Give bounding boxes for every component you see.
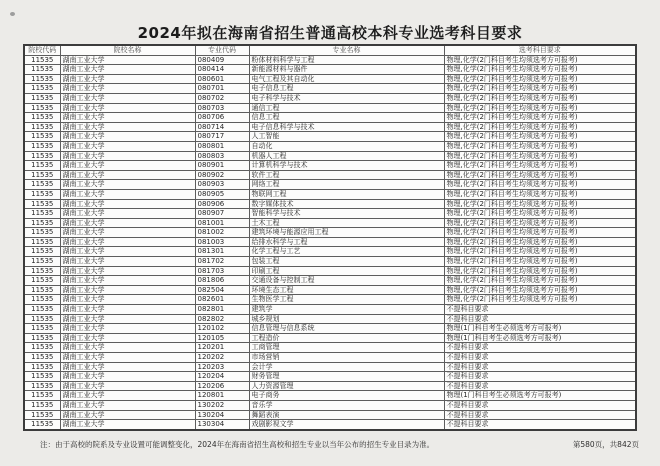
cell-major-name: 电气工程及其自动化	[249, 74, 444, 84]
page-title: 2024年拟在海南省招生普通高校本科专业选考科目要求	[137, 24, 523, 42]
table-row	[24, 55, 636, 65]
cell-college-name: 湖南工业大学	[60, 257, 195, 267]
cell-college-code: 11535	[24, 74, 60, 84]
cell-subject-requirement: 物理,化学(2门科目考生均须选考方可报考)	[444, 132, 636, 142]
table-row	[24, 161, 636, 171]
cell-subject-requirement: 物理,化学(2门科目考生均须选考方可报考)	[444, 276, 636, 286]
cell-major-code: 080703	[195, 103, 249, 113]
table-row	[24, 141, 636, 151]
cell-subject-requirement: 物理,化学(2门科目考生均须选考方可报考)	[444, 257, 636, 267]
cell-major-name: 工商管理	[249, 343, 444, 353]
table-header-row	[24, 45, 636, 55]
cell-college-name: 湖南工业大学	[60, 170, 195, 180]
cell-college-name: 湖南工业大学	[60, 247, 195, 257]
cell-college-name: 湖南工业大学	[60, 180, 195, 190]
header-college-name: 院校名称	[60, 45, 195, 55]
cell-college-code: 11535	[24, 141, 60, 151]
cell-subject-requirement: 不提科目要求	[444, 353, 636, 363]
cell-college-code: 11535	[24, 257, 60, 267]
cell-subject-requirement: 物理,化学(2门科目考生均须选考方可报考)	[444, 74, 636, 84]
table-row	[24, 343, 636, 353]
cell-college-name: 湖南工业大学	[60, 122, 195, 132]
cell-major-name: 舞蹈表演	[249, 410, 444, 420]
cell-college-name: 湖南工业大学	[60, 372, 195, 382]
cell-major-name: 建筑学	[249, 305, 444, 315]
cell-college-code: 11535	[24, 209, 60, 219]
cell-college-name: 湖南工业大学	[60, 189, 195, 199]
cell-major-code: 081702	[195, 257, 249, 267]
header-major-name: 专业名称	[249, 45, 444, 55]
cell-major-name: 智能科学与技术	[249, 209, 444, 219]
cell-subject-requirement: 物理,化学(2门科目考生均须选考方可报考)	[444, 237, 636, 247]
cell-subject-requirement: 物理,化学(2门科目考生均须选考方可报考)	[444, 295, 636, 305]
cell-major-code: 120105	[195, 333, 249, 343]
cell-major-name: 会计学	[249, 362, 444, 372]
cell-subject-requirement: 物理,化学(2门科目考生均须选考方可报考)	[444, 161, 636, 171]
cell-major-name: 信息工程	[249, 113, 444, 123]
cell-major-name: 物联网工程	[249, 189, 444, 199]
cell-college-code: 11535	[24, 305, 60, 315]
cell-major-code: 080409	[195, 55, 249, 65]
cell-major-code: 120801	[195, 391, 249, 401]
cell-major-code: 120206	[195, 381, 249, 391]
cell-subject-requirement: 物理(1门科目考生必须选考方可报考)	[444, 324, 636, 334]
cell-college-code: 11535	[24, 343, 60, 353]
cell-college-name: 湖南工业大学	[60, 362, 195, 372]
cell-college-code: 11535	[24, 103, 60, 113]
header-major-code: 专业代码	[195, 45, 249, 55]
cell-major-name: 包装工程	[249, 257, 444, 267]
cell-major-code: 080907	[195, 209, 249, 219]
table-row	[24, 122, 636, 132]
cell-subject-requirement: 物理,化学(2门科目考生均须选考方可报考)	[444, 285, 636, 295]
table-row	[24, 257, 636, 267]
cell-major-code: 082801	[195, 305, 249, 315]
cell-subject-requirement: 物理,化学(2门科目考生均须选考方可报考)	[444, 266, 636, 276]
cell-major-name: 音乐学	[249, 400, 444, 410]
cell-subject-requirement: 不提科目要求	[444, 420, 636, 430]
table-row	[24, 228, 636, 238]
cell-subject-requirement: 不提科目要求	[444, 372, 636, 382]
cell-college-code: 11535	[24, 285, 60, 295]
cell-subject-requirement: 物理,化学(2门科目考生均须选考方可报考)	[444, 228, 636, 238]
cell-major-code: 082802	[195, 314, 249, 324]
table-row	[24, 199, 636, 209]
cell-college-code: 11535	[24, 362, 60, 372]
cell-major-code: 081703	[195, 266, 249, 276]
table-row	[24, 113, 636, 123]
cell-subject-requirement: 不提科目要求	[444, 343, 636, 353]
table-row	[24, 276, 636, 286]
cell-college-name: 湖南工业大学	[60, 400, 195, 410]
cell-college-code: 11535	[24, 189, 60, 199]
cell-college-code: 11535	[24, 161, 60, 171]
cell-major-code: 081301	[195, 247, 249, 257]
cell-subject-requirement: 物理,化学(2门科目考生均须选考方可报考)	[444, 122, 636, 132]
cell-college-name: 湖南工业大学	[60, 65, 195, 75]
cell-college-code: 11535	[24, 266, 60, 276]
cell-college-name: 湖南工业大学	[60, 209, 195, 219]
cell-college-name: 湖南工业大学	[60, 84, 195, 94]
cell-major-code: 130202	[195, 400, 249, 410]
cell-subject-requirement: 物理,化学(2门科目考生均须选考方可报考)	[444, 103, 636, 113]
cell-college-name: 湖南工业大学	[60, 161, 195, 171]
cell-college-name: 湖南工业大学	[60, 132, 195, 142]
cell-major-code: 080717	[195, 132, 249, 142]
cell-major-name: 给排水科学与工程	[249, 237, 444, 247]
cell-major-name: 交通设备与控制工程	[249, 276, 444, 286]
cell-college-name: 湖南工业大学	[60, 391, 195, 401]
cell-college-code: 11535	[24, 218, 60, 228]
cell-major-code: 082504	[195, 285, 249, 295]
cell-major-name: 计算机科学与技术	[249, 161, 444, 171]
cell-college-code: 11535	[24, 372, 60, 382]
cell-college-name: 湖南工业大学	[60, 420, 195, 430]
cell-college-code: 11535	[24, 93, 60, 103]
cell-subject-requirement: 物理,化学(2门科目考生均须选考方可报考)	[444, 218, 636, 228]
cell-major-code: 080801	[195, 141, 249, 151]
cell-major-code: 080702	[195, 93, 249, 103]
cell-college-name: 湖南工业大学	[60, 285, 195, 295]
cell-major-code: 120203	[195, 362, 249, 372]
cell-major-name: 生物医学工程	[249, 295, 444, 305]
cell-college-name: 湖南工业大学	[60, 151, 195, 161]
cell-college-name: 湖南工业大学	[60, 103, 195, 113]
cell-college-name: 湖南工业大学	[60, 314, 195, 324]
cell-major-code: 080803	[195, 151, 249, 161]
cell-major-name: 数字媒体技术	[249, 199, 444, 209]
cell-college-code: 11535	[24, 400, 60, 410]
cell-college-code: 11535	[24, 391, 60, 401]
cell-college-name: 湖南工业大学	[60, 266, 195, 276]
cell-subject-requirement: 物理,化学(2门科目考生均须选考方可报考)	[444, 180, 636, 190]
cell-subject-requirement: 不提科目要求	[444, 305, 636, 315]
table-row	[24, 362, 636, 372]
cell-subject-requirement: 不提科目要求	[444, 400, 636, 410]
cell-major-code: 120204	[195, 372, 249, 382]
cell-college-code: 11535	[24, 180, 60, 190]
cell-college-code: 11535	[24, 65, 60, 75]
cell-major-name: 城乡规划	[249, 314, 444, 324]
cell-college-name: 湖南工业大学	[60, 276, 195, 286]
cell-college-name: 湖南工业大学	[60, 141, 195, 151]
cell-college-name: 湖南工业大学	[60, 55, 195, 65]
cell-subject-requirement: 物理,化学(2门科目考生均须选考方可报考)	[444, 55, 636, 65]
cell-major-code: 130204	[195, 410, 249, 420]
cell-major-code: 081002	[195, 228, 249, 238]
cell-subject-requirement: 物理,化学(2门科目考生均须选考方可报考)	[444, 84, 636, 94]
cell-college-code: 11535	[24, 199, 60, 209]
cell-major-name: 电子信息工程	[249, 84, 444, 94]
table-row	[24, 132, 636, 142]
cell-college-name: 湖南工业大学	[60, 113, 195, 123]
cell-major-code: 080901	[195, 161, 249, 171]
table-row	[24, 391, 636, 401]
cell-college-name: 湖南工业大学	[60, 305, 195, 315]
cell-major-name: 土木工程	[249, 218, 444, 228]
table-row	[24, 65, 636, 75]
cell-college-name: 湖南工业大学	[60, 199, 195, 209]
scan-artifact-speck	[10, 12, 15, 16]
cell-college-code: 11535	[24, 314, 60, 324]
cell-major-name: 化学工程与工艺	[249, 247, 444, 257]
cell-major-name: 新能源材料与器件	[249, 65, 444, 75]
cell-major-code: 080906	[195, 199, 249, 209]
cell-college-code: 11535	[24, 122, 60, 132]
table-row	[24, 420, 636, 430]
cell-college-code: 11535	[24, 151, 60, 161]
subject-requirements-table	[23, 44, 637, 431]
cell-college-name: 湖南工业大学	[60, 324, 195, 334]
cell-college-code: 11535	[24, 84, 60, 94]
cell-college-code: 11535	[24, 381, 60, 391]
cell-college-code: 11535	[24, 55, 60, 65]
table-row	[24, 353, 636, 363]
cell-subject-requirement: 不提科目要求	[444, 410, 636, 420]
table-row	[24, 237, 636, 247]
cell-major-name: 人力资源管理	[249, 381, 444, 391]
table-row	[24, 372, 636, 382]
table-row	[24, 247, 636, 257]
cell-subject-requirement: 物理,化学(2门科目考生均须选考方可报考)	[444, 247, 636, 257]
cell-major-name: 电子信息科学与技术	[249, 122, 444, 132]
cell-major-name: 财务管理	[249, 372, 444, 382]
cell-major-code: 080905	[195, 189, 249, 199]
header-college-code: 院校代码	[24, 45, 60, 55]
cell-college-code: 11535	[24, 333, 60, 343]
cell-subject-requirement: 物理(1门科目考生必须选考方可报考)	[444, 391, 636, 401]
table-row	[24, 333, 636, 343]
cell-college-name: 湖南工业大学	[60, 381, 195, 391]
cell-college-name: 湖南工业大学	[60, 295, 195, 305]
cell-major-name: 印刷工程	[249, 266, 444, 276]
cell-college-code: 11535	[24, 113, 60, 123]
cell-major-name: 建筑环境与能源应用工程	[249, 228, 444, 238]
cell-college-code: 11535	[24, 276, 60, 286]
cell-major-code: 081806	[195, 276, 249, 286]
table-row	[24, 209, 636, 219]
table-row	[24, 314, 636, 324]
table-row	[24, 295, 636, 305]
table-row	[24, 93, 636, 103]
table-row	[24, 189, 636, 199]
cell-major-code: 080414	[195, 65, 249, 75]
table-row	[24, 305, 636, 315]
cell-college-name: 湖南工业大学	[60, 343, 195, 353]
table-row	[24, 170, 636, 180]
cell-subject-requirement: 物理,化学(2门科目考生均须选考方可报考)	[444, 93, 636, 103]
page-indicator: 第580页，共842页	[572, 440, 639, 449]
cell-major-name: 通信工程	[249, 103, 444, 113]
table-row	[24, 151, 636, 161]
cell-subject-requirement: 物理,化学(2门科目考生均须选考方可报考)	[444, 65, 636, 75]
cell-subject-requirement: 不提科目要求	[444, 381, 636, 391]
header-subject-requirement: 选考科目要求	[444, 45, 636, 55]
cell-college-code: 11535	[24, 410, 60, 420]
table-row	[24, 266, 636, 276]
cell-college-name: 湖南工业大学	[60, 237, 195, 247]
cell-college-code: 11535	[24, 247, 60, 257]
cell-college-code: 11535	[24, 132, 60, 142]
cell-major-code: 080902	[195, 170, 249, 180]
cell-subject-requirement: 物理,化学(2门科目考生均须选考方可报考)	[444, 170, 636, 180]
table-row	[24, 84, 636, 94]
cell-major-code: 080903	[195, 180, 249, 190]
cell-subject-requirement: 物理,化学(2门科目考生均须选考方可报考)	[444, 113, 636, 123]
cell-subject-requirement: 物理,化学(2门科目考生均须选考方可报考)	[444, 209, 636, 219]
cell-major-name: 环境生态工程	[249, 285, 444, 295]
cell-major-name: 网络工程	[249, 180, 444, 190]
cell-major-code: 080706	[195, 113, 249, 123]
cell-major-code: 120201	[195, 343, 249, 353]
cell-subject-requirement: 不提科目要求	[444, 362, 636, 372]
table-body	[24, 55, 636, 430]
cell-major-code: 120102	[195, 324, 249, 334]
cell-college-name: 湖南工业大学	[60, 93, 195, 103]
cell-college-code: 11535	[24, 170, 60, 180]
cell-subject-requirement: 物理,化学(2门科目考生均须选考方可报考)	[444, 189, 636, 199]
cell-major-name: 信息管理与信息系统	[249, 324, 444, 334]
cell-major-code: 080701	[195, 84, 249, 94]
cell-major-code: 120202	[195, 353, 249, 363]
cell-major-code: 082601	[195, 295, 249, 305]
cell-major-name: 市场营销	[249, 353, 444, 363]
table-row	[24, 285, 636, 295]
cell-major-name: 电子科学与技术	[249, 93, 444, 103]
cell-major-name: 戏剧影视文学	[249, 420, 444, 430]
cell-major-name: 机器人工程	[249, 151, 444, 161]
cell-college-code: 11535	[24, 295, 60, 305]
table-row	[24, 324, 636, 334]
cell-major-code: 081003	[195, 237, 249, 247]
cell-college-name: 湖南工业大学	[60, 74, 195, 84]
cell-college-name: 湖南工业大学	[60, 333, 195, 343]
table-row	[24, 74, 636, 84]
cell-major-code: 081001	[195, 218, 249, 228]
cell-college-name: 湖南工业大学	[60, 410, 195, 420]
cell-college-name: 湖南工业大学	[60, 218, 195, 228]
cell-major-name: 工程造价	[249, 333, 444, 343]
cell-major-name: 粉体材料科学与工程	[249, 55, 444, 65]
table-row	[24, 180, 636, 190]
cell-college-name: 湖南工业大学	[60, 228, 195, 238]
cell-major-name: 自动化	[249, 141, 444, 151]
cell-college-code: 11535	[24, 237, 60, 247]
cell-college-name: 湖南工业大学	[60, 353, 195, 363]
cell-college-code: 11535	[24, 353, 60, 363]
table-row	[24, 400, 636, 410]
cell-subject-requirement: 物理(1门科目考生必须选考方可报考)	[444, 333, 636, 343]
table-row	[24, 410, 636, 420]
footnote: 注：由于高校的院系及专业设置可能调整变化，2024年在海南省招生高校和招生专业以当年公布的招生专业目录为准。	[40, 440, 435, 449]
table-row	[24, 103, 636, 113]
cell-college-code: 11535	[24, 228, 60, 238]
cell-major-code: 080714	[195, 122, 249, 132]
cell-major-name: 人工智能	[249, 132, 444, 142]
cell-college-code: 11535	[24, 324, 60, 334]
cell-subject-requirement: 物理,化学(2门科目考生均须选考方可报考)	[444, 141, 636, 151]
cell-major-code: 130304	[195, 420, 249, 430]
cell-major-name: 电子商务	[249, 391, 444, 401]
cell-subject-requirement: 不提科目要求	[444, 314, 636, 324]
cell-major-code: 080601	[195, 74, 249, 84]
cell-subject-requirement: 物理,化学(2门科目考生均须选考方可报考)	[444, 199, 636, 209]
table-row	[24, 218, 636, 228]
cell-college-code: 11535	[24, 420, 60, 430]
cell-major-name: 软件工程	[249, 170, 444, 180]
cell-subject-requirement: 物理,化学(2门科目考生均须选考方可报考)	[444, 151, 636, 161]
table-row	[24, 381, 636, 391]
